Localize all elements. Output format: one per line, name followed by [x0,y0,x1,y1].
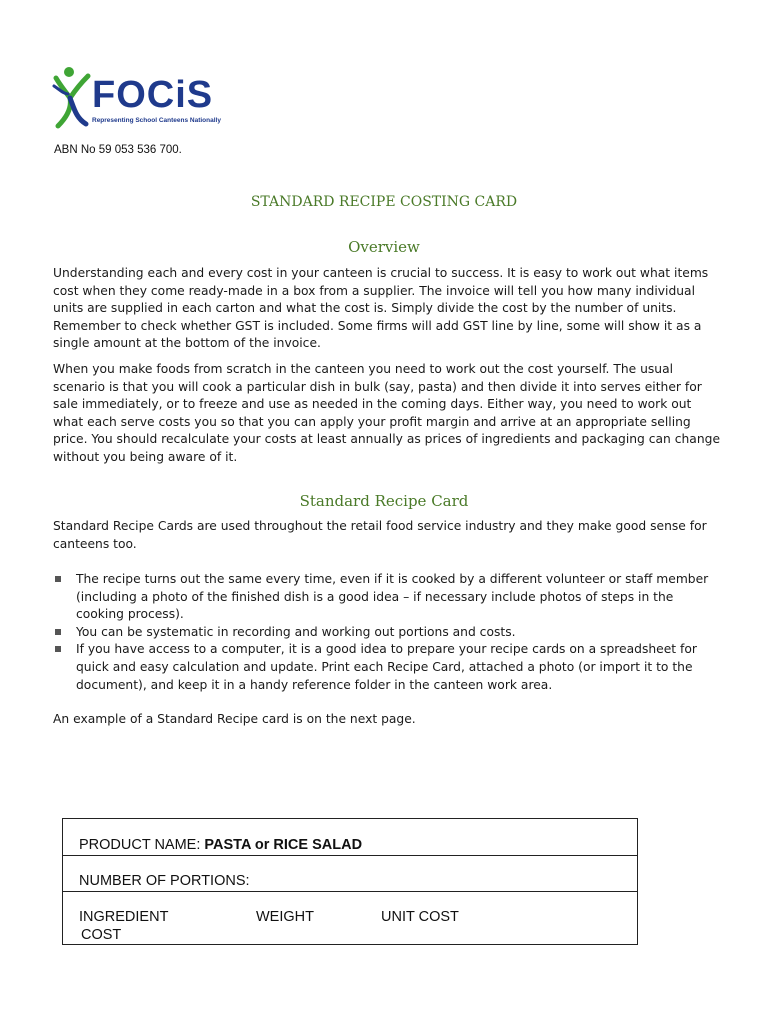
product-name-value: PASTA or RICE SALAD [204,837,363,853]
square-bullet-icon [55,646,61,652]
list-item-text: You can be systematic in recording and working out portions and costs. [76,624,516,639]
column-header-ingredient: INGREDIENT [79,909,169,925]
logo-wordmark: FOCiS [92,74,214,116]
list-item [53,624,725,642]
portions-label: NUMBER OF PORTIONS: [79,873,250,889]
list-item-text: If you have access to a computer, it is a good idea to prepare your recipe cards on a spreadsheet for quick and easy calculation and update. Print each Recipe Card, attached a photo (or import it to the document), and keep it in a handy reference folder in the canteen work area. [76,642,697,692]
focis-figure-icon [52,64,92,140]
overview-paragraph-2: When you make foods from scratch in the canteen you need to work out the cost yourself. The usual scenario is that you will cook a particular dish in bulk (say, pasta) and then divide it into serves either for sale immediately, or to freeze and use as needed in the coming days. Either way, you need to work out what each serve costs you so that you can apply your profit margin and arrive at an appropriate selling price. You should recalculate your costs at least annually as prices of ingredients and packaging can change without you being aware of it. [53,362,721,464]
column-header-weight: WEIGHT [256,909,314,925]
product-name-row [63,819,637,856]
overview-paragraph-1: Understanding each and every cost in your canteen is crucial to success. It is easy to work out what items cost when they come ready-made in a box from a supplier. The invoice will tell you how many individual units are supplied in each carton and what the cost is. Simply divide the cost by the number of units. Remember to check whether GST is included. Some firms will add GST line by line, some will show it as a single amount at the bottom of the invoice. [53,266,709,351]
logo-tagline: Representing School Canteens Nationally [92,117,221,124]
benefits-list [53,571,725,694]
list-item [53,571,725,624]
portions-row [63,855,637,892]
column-header-row [63,891,637,946]
recipe-card-table [62,818,638,945]
recipe-card-intro: Standard Recipe Cards are used throughout the retail food service industry and they make good sense for canteens too. [53,519,707,551]
square-bullet-icon [55,576,61,582]
page-title: STANDARD RECIPE COSTING CARD [250,194,518,210]
abn-number: ABN No 59 053 536 700. [54,144,182,156]
recipe-card-heading: Standard Recipe Card [299,492,469,510]
square-bullet-icon [55,629,61,635]
column-header-unit-cost: UNIT COST [381,909,459,925]
product-name-label: PRODUCT NAME: [79,837,201,853]
focis-logo [52,64,242,140]
list-item-text: The recipe turns out the same every time, even if it is cooked by a different volunteer or staff member (including a photo of the finished dish is a good idea – if necessary include photos of steps in the cooking process). [76,572,709,622]
overview-heading: Overview [348,238,420,256]
list-item [53,641,725,694]
column-header-cost: COST [81,927,122,943]
next-page-note: An example of a Standard Recipe card is on the next page. [53,712,416,726]
